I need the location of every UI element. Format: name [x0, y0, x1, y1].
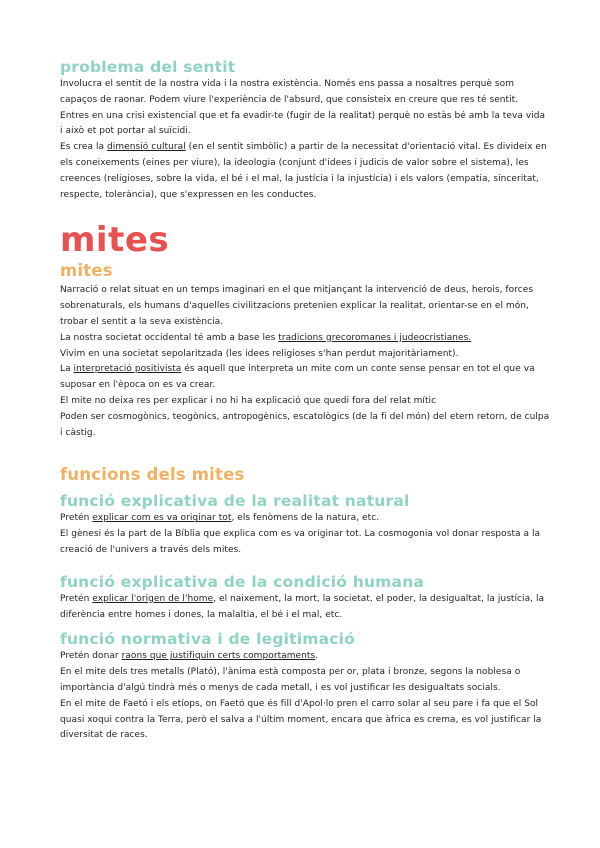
text: (en el sentit simbòlic) a partir de la necessitat d'orientació vital. Es divideix en els coneixements (eines per viure), la ideologia (conjunt d'idees i judicis de valor sobre el sistema), les creences (religioses, sobre la vida, el bé i el mal, la justícia i la injustícia) i els valors (empatia, sinceritat, respecte, tolerància), que s'expressen en les conductes.	[60, 142, 547, 200]
paragraph: Poden ser cosmogònics, teogònics, antropogènics, escatològics (de la fi del món) del etern retorn, de culpa i càstig.	[60, 411, 550, 438]
paragraph: Vivim en una societat sepolaritzada (les idees religioses s'han perdut majoritàriament).	[60, 348, 459, 359]
paragraph: El gènesi és la part de la Bíblia que explica com es va originar tot. La cosmogonia vol donar resposta a la creació de l'univers a través dels mites.	[60, 529, 541, 555]
text: La nostra societat occidental té amb a base les	[60, 332, 279, 343]
underlined-term: dimensió cultural	[107, 142, 186, 153]
text: Es crea la	[60, 142, 108, 153]
text: Pretén	[60, 593, 93, 604]
underlined-term: explicar l'origen de l'home	[92, 593, 214, 604]
section-heading-problema: problema del sentit	[60, 58, 236, 76]
text: , el naixement, la mort, la societat, el poder, la desigualtat, la justícia, la diferència entre homes i dones, la malaltia, el bé i el mal, etc.	[60, 593, 545, 620]
document-page	[60, 58, 550, 744]
paragraph	[60, 331, 550, 347]
paragraph: El mite no deixa res per explicar i no hi ha explicació que quedi fora del relat mític	[60, 395, 437, 406]
paragraph	[60, 592, 550, 624]
text: La	[60, 364, 74, 375]
underlined-term: raons que justifiquin certs comportaments	[121, 651, 316, 662]
paragraph	[60, 362, 550, 394]
paragraph: En el mite de Faetó i els etíops, on Faetó que és fill d'Apol·lo pren el carro solar al seu pare i fa que el Sol quasi xoqui contra la Terra, però el salva a l'últim moment, encara que àfrica es crema, es vol justificar la diversitat de races.	[60, 698, 542, 741]
chapter-title: mites	[60, 220, 170, 261]
text: Pretén donar	[60, 651, 122, 662]
text: .	[315, 651, 319, 662]
text: és aquell que interpreta un mite com un conte sense pensar en tot el que va suposar en l'època on es va crear.	[60, 364, 535, 391]
paragraph: Involucra el sentit de la nostra vida i la nostra existència. Només ens passa a nosaltres perquè som capaços de raonar. Podem viure l'experiència de l'absurd, que consisteix en creure que res té sentit. Entres en una crisi existencial que et fa evadir-te (fugir de la realitat) perquè no estàs bé amb la teva vida i això et pot portar al suïcidi.	[60, 79, 546, 137]
section-heading-funcions: funcions dels mites	[60, 465, 245, 485]
section-heading-mites: mites	[60, 261, 113, 281]
underlined-term: tradicions grecoromanes i judeocristianes.	[278, 332, 472, 343]
text: , els fenòmens de la natura, etc.	[231, 513, 380, 524]
paragraph: Narració o relat situat en un temps imaginari en el que mitjançant la intervenció de deus, herois, forces sobrenaturals, els humans d'aquelles civilitzacions pretenien explicar la realitat, orientar-se en el món, trobar el sentit a la seva existència.	[60, 285, 534, 327]
subsection-heading-realitat-natural: funció explicativa de la realitat natural	[60, 492, 410, 511]
paragraph	[60, 140, 550, 203]
subsection-heading-normativa: funció normativa i de legitimació	[60, 630, 356, 649]
underlined-term: interpretació positivista	[73, 364, 182, 375]
paragraph: En el mite dels tres metalls (Plató), l'ànima està composta per or, plata i bronze, segons la noblesa o importància d'algú tindrà més o menys de cada metall, i es vol justificar les desigualtats socials.	[60, 667, 521, 693]
underlined-term: explicar com es va originar tot	[92, 513, 232, 524]
subsection-heading-condicio-humana: funció explicativa de la condició humana	[60, 572, 425, 591]
paragraph	[60, 511, 550, 527]
paragraph	[60, 649, 550, 665]
text: Pretén	[60, 513, 93, 524]
